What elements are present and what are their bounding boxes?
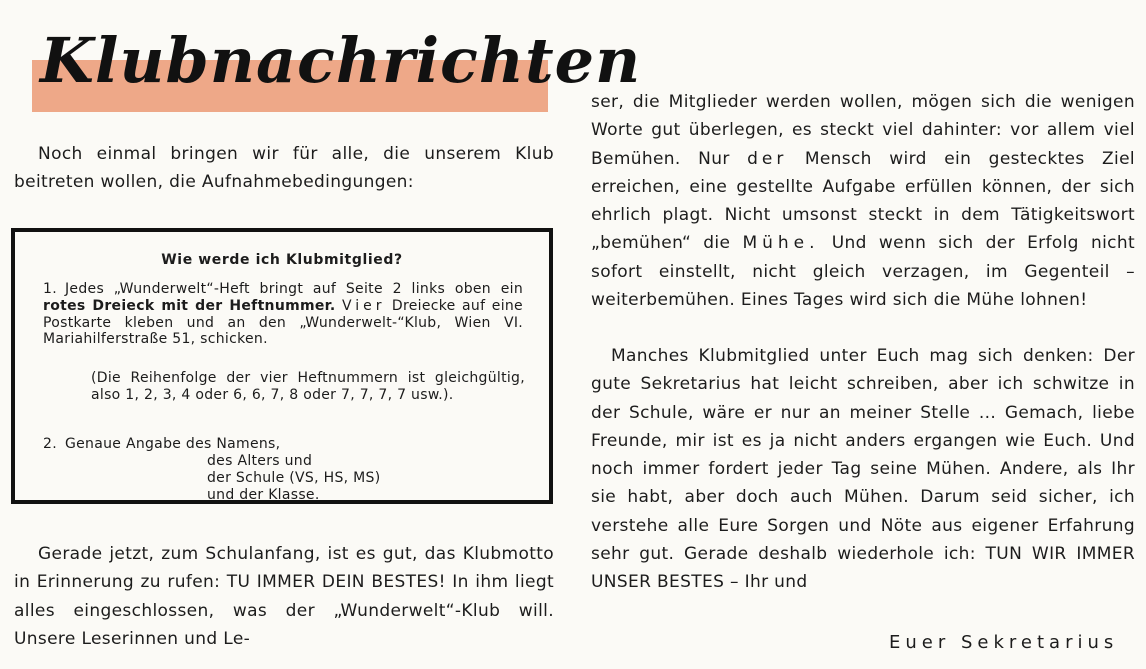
rule-item-1-note: (Die Reihenfolge der vier Heftnummern ist gleichgültig, also 1, 2, 3, 4 oder 6, 6, 7, 8 oder 7, 7, 7, 7 usw.). <box>91 370 525 403</box>
membership-rules-box <box>11 228 553 504</box>
rule-item-1-emphasis: rotes Dreieck mit der Heftnummer. <box>43 297 336 314</box>
rule-item-1 <box>43 281 523 348</box>
right-paragraph-1-spaced-der: der <box>747 148 788 169</box>
right-paragraph-1 <box>591 88 1135 314</box>
rule-item-2-lead: Genaue Angabe des Namens, <box>65 436 281 452</box>
right-paragraph-1-part-a: ser, die Mitglieder werden wollen, mögen sich die wenigen Worte gut überlegen, es steckt viel dahinter: vor allem viel Bemühen. Nur <box>591 92 1135 169</box>
rule-item-2-field: der Schule (VS, HS, MS) <box>207 470 381 487</box>
rule-item-1-spaced-word: Vier <box>341 297 386 314</box>
rule-item-1-text-after: Dreiecke auf eine Postkarte kleben und an den „Wunderwelt-“Klub, Wien VI. Mariahilferstraße 51, schicken. <box>43 297 523 348</box>
page-title: Klubnachrichten <box>40 24 642 97</box>
right-paragraph-1-part-b: Mensch wird ein gestecktes Ziel erreichen, eine gestellte Aufgabe erfüllen können, der sich ehrlich plagt. Nicht umsonst steckt in dem Tätigkeitswort „bemühen“ die <box>591 148 1135 254</box>
rule-item-2-number: 2. <box>43 436 57 452</box>
right-paragraph-1-spaced-muehe: Mühe. <box>742 233 820 254</box>
rule-item-2-fields <box>207 453 527 505</box>
rule-item-1-text: Jedes „Wunderwelt“-Heft bringt auf Seite 2 links oben ein <box>65 281 523 297</box>
rule-item-1-number: 1. <box>43 281 57 297</box>
signature: Euer Sekretarius <box>889 632 1119 653</box>
rules-box-title: Wie werde ich Klubmitglied? <box>161 252 403 268</box>
right-paragraph-2: Manches Klubmitglied unter Euch mag sich denken: Der gute Sekretarius hat leicht schreiben, aber ich schwitze in der Schule, wäre er nur an meiner Stelle ... Gemach, liebe Freunde, mir ist es ja nicht anders ergangen wie Euch. Und noch immer fordert jeder Tag seine Mühen. Andere, als Ihr sie habt, aber doch auch Mühen. Darum seid sicher, ich verstehe alle Eure Sorgen und Nöte aus eigener Erfahrung sehr gut. Gerade deshalb wiederhole ich: TUN WIR IMMER UNSER BESTES – Ihr und <box>591 346 1135 593</box>
rule-item-2 <box>43 436 523 504</box>
rule-item-2-field: des Alters und <box>207 453 313 469</box>
motto-paragraph: Gerade jetzt, zum Schulanfang, ist es gut, das Klubmotto in Erinnerung zu rufen: TU IMMER DEIN BESTES! In ihm liegt alles eingeschlossen, was der „Wunderwelt“-Klub will. Unsere Leserinnen und Le- <box>14 544 554 649</box>
intro-paragraph: Noch einmal bringen wir für alle, die unserem Klub beitreten wollen, die Aufnahmebedingungen: <box>14 144 554 193</box>
rule-item-2-field: und der Klasse. <box>207 487 320 504</box>
right-paragraph-1-part-c: Und wenn sich der Erfolg nicht sofort einstellt, nicht gleich verzagen, im Gegenteil – weiterbemühen. Eines Tages wird sich die Mühe lohnen! <box>591 233 1135 311</box>
